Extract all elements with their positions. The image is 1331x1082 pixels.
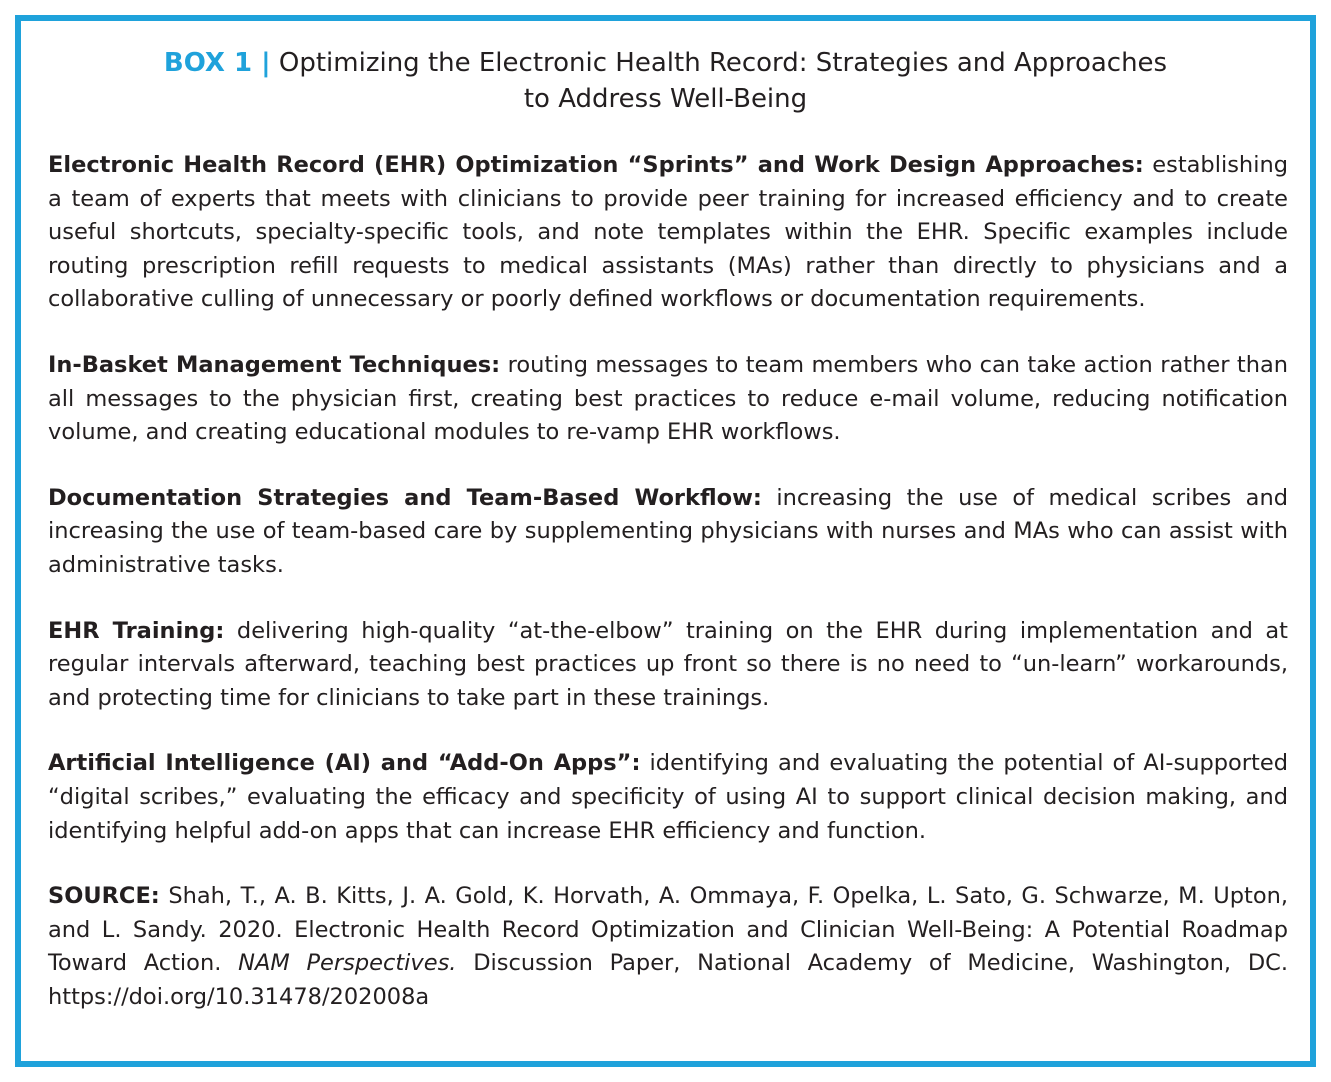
box-content bbox=[48, 149, 1288, 1014]
entry-ehr-optimization bbox=[48, 149, 1288, 317]
source-text-before: Shah, T., A. B. Kitts, J. A. Gold, K. Horvath, A. Ommaya, F. Opelka, L. Sato, G. Schwarze, M. Upton, and L. Sandy. 2020. Electronic Health Record Optimization and Clinician Well-Being: A Potential Roadmap Toward Action. bbox=[48, 883, 1289, 977]
entry-heading: EHR Training: bbox=[48, 617, 225, 644]
box-label: BOX 1 | bbox=[163, 48, 271, 78]
source-text-after: Discussion Paper, National Academy of Medicine, Washington, DC. https://doi.org/10.31478/202008a bbox=[48, 950, 1289, 1010]
entry-documentation-strategies bbox=[48, 482, 1288, 583]
entry-ehr-training bbox=[48, 615, 1288, 716]
entry-text: delivering high-quality “at-the-elbow” training on the EHR during implementation and at regular intervals afterward, teaching best practices up front so there is no need to “un-learn” workarounds, and protecting time for clinicians to take part in these trainings. bbox=[48, 617, 1288, 711]
entry-text: establishing a team of experts that meets with clinicians to provide peer training for increased efficiency and to create useful shortcuts, specialty-specific tools, and note templates within the EHR. Specific examples include routing prescription refill requests to medical assistants (MAs) rather than directly to physicians and a collaborative culling of unnecessary or poorly defined workflows or documentation requirements. bbox=[48, 152, 1288, 313]
source-label: SOURCE: bbox=[48, 883, 160, 910]
box-title bbox=[21, 45, 1310, 117]
entry-heading: Artificial Intelligence (AI) and “Add-On Apps”: bbox=[48, 750, 641, 777]
entry-heading: Documentation Strategies and Team-Based Workflow: bbox=[48, 484, 762, 511]
source-citation bbox=[48, 880, 1288, 1014]
box-title-line-1 bbox=[21, 45, 1310, 81]
entry-text: increasing the use of medical scribes and increasing the use of team-based care by supplementing physicians with nurses and MAs who can assist with administrative tasks. bbox=[48, 484, 1288, 578]
box-title-text: Optimizing the Electronic Health Record: Strategies and Approaches bbox=[278, 48, 1168, 78]
entry-heading: Electronic Health Record (EHR) Optimization “Sprints” and Work Design Approaches: bbox=[48, 152, 1144, 178]
source-journal: NAM Perspectives. bbox=[238, 950, 457, 977]
box-title-line-2: to Address Well-Being bbox=[523, 84, 808, 114]
entry-in-basket-management bbox=[48, 349, 1288, 450]
entry-heading: In-Basket Management Techniques: bbox=[48, 351, 501, 378]
entry-text: routing messages to team members who can take action rather than all messages to the physician first, creating best practices to reduce e-mail volume, reducing notification volume, and creating educational modules to re-vamp EHR workflows. bbox=[48, 351, 1289, 446]
entry-artificial-intelligence bbox=[48, 747, 1288, 848]
entry-text: identifying and evaluating the potential of AI-supported “digital scribes,” evaluating the efficacy and specificity of using AI to support clinical decision making, and identifying helpful add-on apps that can increase EHR efficiency and function. bbox=[48, 750, 1288, 844]
box-frame bbox=[15, 15, 1316, 1067]
